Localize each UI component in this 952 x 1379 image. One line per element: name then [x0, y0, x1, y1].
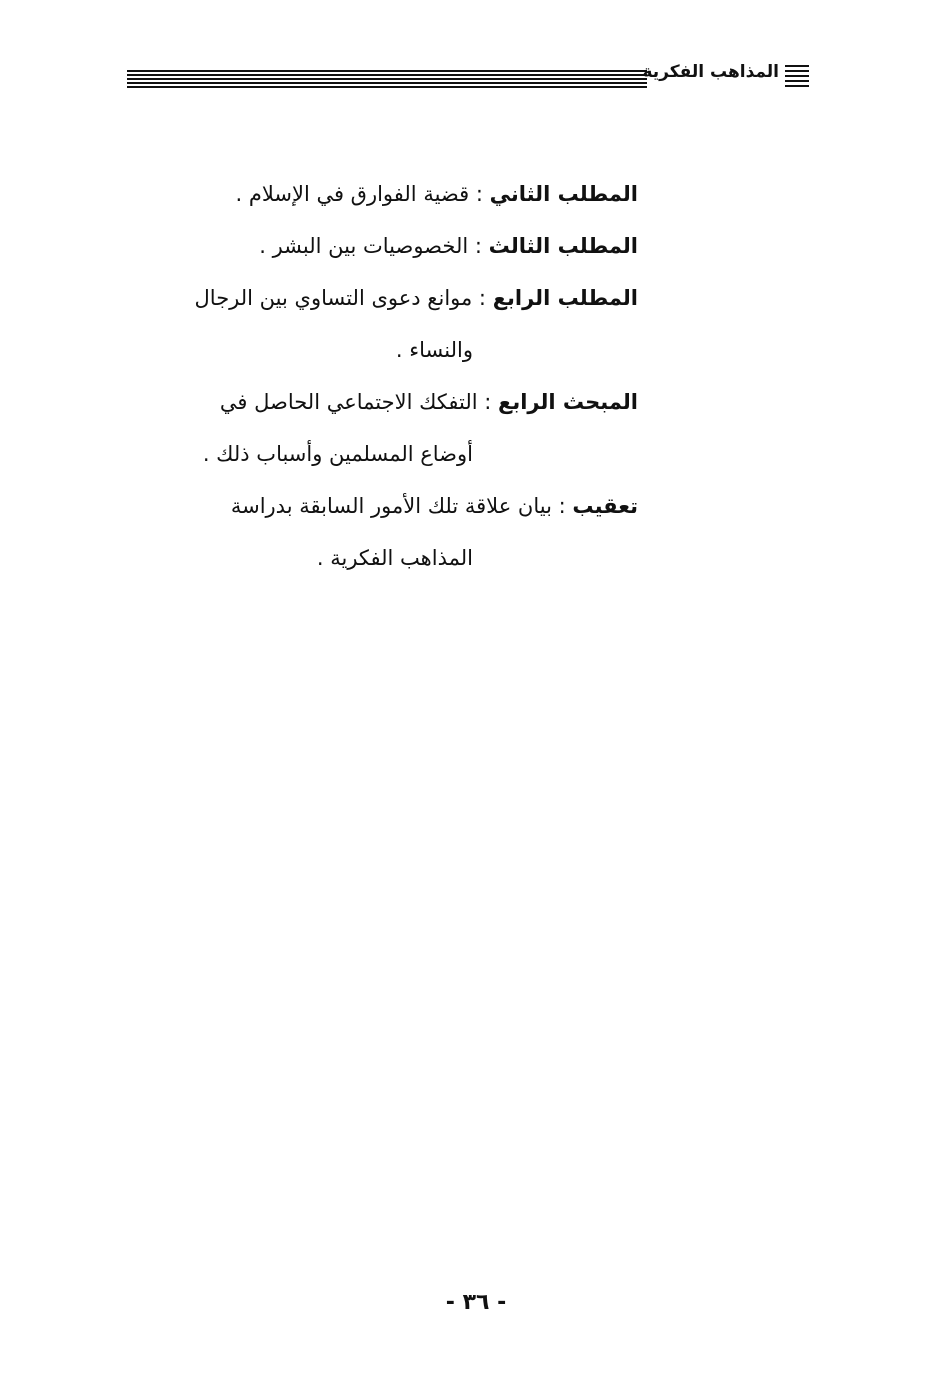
entry-text: : بيان علاقة تلك الأمور السابقة بدراسة	[230, 494, 573, 518]
entry-label: المبحث الرابع	[498, 390, 638, 414]
header-rule-lines	[127, 70, 647, 92]
entry-label: المطلب الثالث	[488, 234, 638, 258]
header-ornament-icon	[785, 65, 809, 87]
entry-text: : موانع دعوى التساوي بين الرجال	[194, 286, 493, 310]
entry-label: تعقيب	[572, 494, 638, 518]
entry-label: المطلب الرابع	[492, 286, 638, 310]
toc-entry	[130, 220, 638, 272]
entry-text: : قضية الفوارق في الإسلام .	[235, 182, 490, 206]
table-of-contents	[130, 168, 638, 584]
page-number: - ٣٦ -	[445, 1290, 507, 1315]
entry-label: المطلب الثاني	[489, 182, 638, 206]
toc-entry	[130, 480, 638, 584]
entry-text: : التفكك الاجتماعي الحاصل في	[219, 390, 498, 414]
header-title: المذاهب الفكرية	[642, 62, 779, 82]
toc-entry	[130, 168, 638, 220]
entry-continuation: والنساء .	[395, 338, 473, 362]
running-header	[127, 62, 809, 92]
toc-entry	[130, 272, 638, 376]
toc-entry	[130, 376, 638, 480]
entry-continuation: أوضاع المسلمين وأسباب ذلك .	[202, 442, 473, 466]
entry-continuation: المذاهب الفكرية .	[316, 546, 473, 570]
entry-text: : الخصوصيات بين البشر .	[259, 234, 489, 258]
